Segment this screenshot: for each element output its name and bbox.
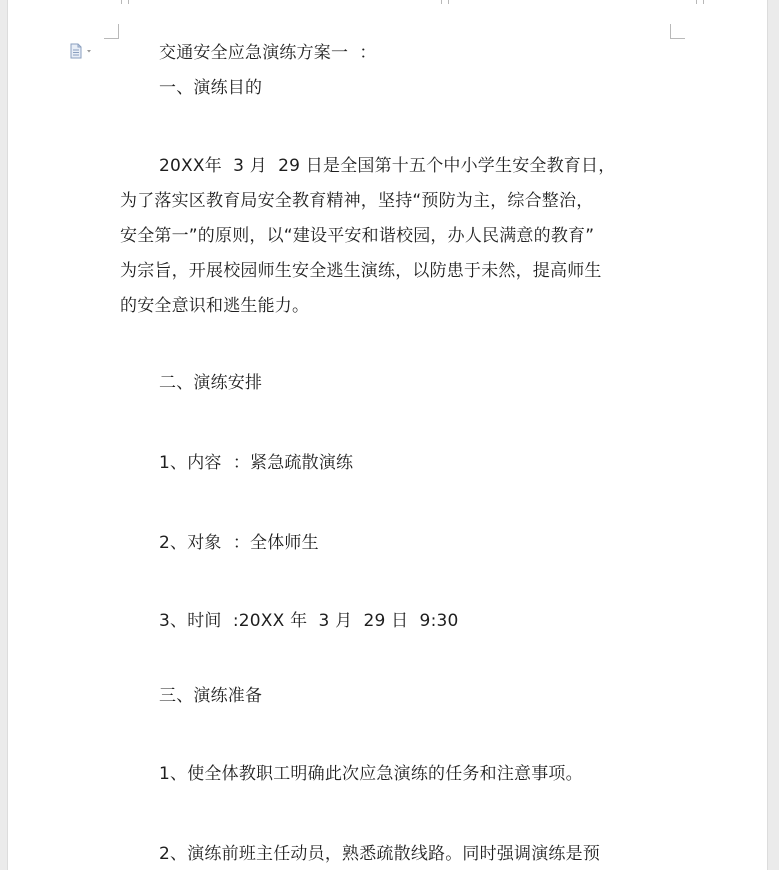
paragraph-line: 的安全意识和逃生能力。 [120, 296, 310, 316]
top-page-edge [8, 0, 767, 4]
margin-corner-top-right [670, 24, 685, 39]
preparation-item: 2、演练前班主任动员，熟悉疏散线路。同时强调演练是预 [159, 844, 601, 864]
arrangement-item-time: 3、时间 :20XX 年 3 月 29 日 9:30 [159, 611, 459, 631]
paragraph-line: 20XX年 3 月 29 日是全国第十五个中小学生安全教育日， [159, 156, 616, 176]
arrangement-item-content: 1、内容 ：紧急疏散演练 [159, 453, 354, 473]
margin-corner-top-left [104, 24, 119, 39]
section-heading-purpose: 一、演练目的 [159, 78, 263, 98]
document-page [7, 0, 768, 870]
paragraph-options-icon[interactable] [70, 43, 98, 59]
paragraph-line: 安全第一”的原则，以“建设平安和谐校园，办人民满意的教育” [120, 226, 595, 246]
section-heading-arrangement: 二、演练安排 [159, 373, 263, 393]
preparation-item: 1、使全体教职工明确此次应急演练的任务和注意事项。 [159, 764, 583, 784]
section-heading-preparation: 三、演练准备 [159, 686, 263, 706]
paragraph-line: 为了落实区教育局安全教育精神，坚持“预防为主，综合整治， [120, 191, 594, 211]
document-title: 交通安全应急演练方案一 ： [159, 43, 377, 63]
paragraph-line: 为宗旨，开展校园师生安全逃生演练，以防患于未然，提高师生 [120, 261, 602, 281]
arrangement-item-audience: 2、对象 ：全体师生 [159, 533, 319, 553]
